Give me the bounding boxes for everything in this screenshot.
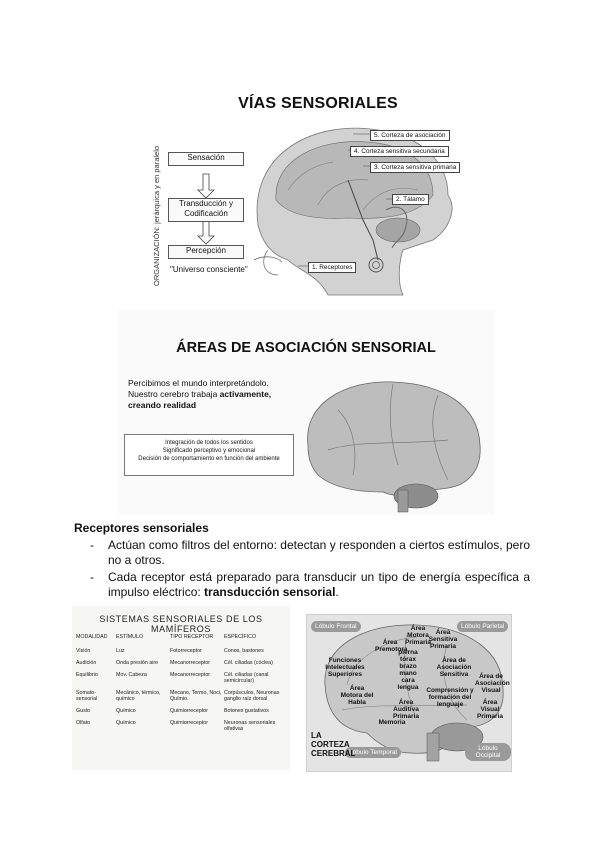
area-label: Área Sensitiva Primaria xyxy=(428,629,458,650)
table-row: Somato-sensorial Mecánico, térmico, químico Mecano, Termo, Noci, Químio. Corpúsculos, Neuronas ganglio raíz dorsal xyxy=(76,690,280,702)
table-row: Gusto Químico Quimiorreceptor Botones gustativos xyxy=(76,708,269,714)
figure-title: ÁREAS DE ASOCIACIÓN SENSORIAL xyxy=(176,340,436,356)
figure-sensory-table xyxy=(72,606,290,770)
label-5: 5. Corteza de asociación xyxy=(370,130,450,141)
label-3: 3. Corteza sensitiva primaria xyxy=(370,162,460,173)
area-label: Funciones Intelectuales Superiores xyxy=(325,657,365,678)
table-row: Equilibrio Mov. Cabeza Mecanorreceptor Cél. ciliadas (canal semicircular) xyxy=(76,672,269,684)
flow-box-sensacion: Sensación xyxy=(168,152,244,166)
table-row: Visión Luz Fotorreceptor Conos, bastones xyxy=(76,648,264,654)
label-4: 4. Corteza sensitiva secundaria xyxy=(350,146,449,157)
area-label: Área Visual Primaria xyxy=(476,699,504,720)
figure-title: VÍAS SENSORIALES xyxy=(238,95,398,112)
lobe-parietal: Lóbulo Parietal xyxy=(457,621,508,632)
area-label: Memoria xyxy=(378,719,406,726)
table-row: Olfato Químico Quimiorreceptor Neuronas sensoriales olfativas xyxy=(76,720,276,732)
text-line: Nuestro cerebro trabaja activamente, xyxy=(128,389,272,399)
area-label: Área Motora del Habla xyxy=(340,685,374,706)
area-label: Área Motora Primaria xyxy=(405,625,432,646)
lobe-frontal: Lóbulo Frontal xyxy=(311,621,361,632)
quote-text: "Universo consciente" xyxy=(170,265,248,274)
list-item: - Cada receptor está preparado para transducir un tipo de energía específica a impulso eléctrico: transducción sensorial. xyxy=(90,570,530,599)
bullet-list xyxy=(74,538,530,600)
list-item: - Actúan como filtros del entorno: detectan y responden a ciertos estímulos, pero no a otros. xyxy=(90,538,530,567)
area-label: Área de Asociación Sensitiva xyxy=(436,657,472,678)
area-label: pierna tórax brazo mano cara lengua xyxy=(397,649,419,691)
figure-corteza-cerebral xyxy=(306,614,512,772)
figure-text xyxy=(128,378,271,411)
area-label: Área Premotora xyxy=(375,639,408,653)
brain-diagram xyxy=(298,370,490,515)
area-label: Comprensión y formación del lenguaje xyxy=(426,687,474,708)
label-1: 1. Receptores xyxy=(308,262,356,273)
table-header-row: MODALIDAD ESTÍMULO TIPO RECEPTOR ESPECÍFICO xyxy=(76,634,257,640)
figure-areas-asociacion xyxy=(118,310,494,515)
figure-vias-sensoriales xyxy=(148,90,488,302)
table-title: SISTEMAS SENSORIALES DE LOS MAMÍFEROS xyxy=(99,614,263,634)
lobe-temporal: Lóbulo Temporal xyxy=(345,747,401,758)
table-row: Audición Onda presión aire Mecanorreceptor Cél. ciliadas (cóclea) xyxy=(76,660,273,666)
flow-box-transduccion: Transducción y Codificación xyxy=(168,198,244,222)
cortex-caption: LA CORTEZA CEREBRAL xyxy=(311,731,356,758)
lobe-occipital: Lóbulo Occipital xyxy=(465,743,511,761)
vertical-label: ORGANIZACIÓN: jerárquica y en paralelo xyxy=(152,145,161,286)
text-line: Percibimos el mundo interpretándolo. xyxy=(128,378,269,388)
text-line: creando realidad xyxy=(128,400,197,410)
flow-box-percepcion: Percepción xyxy=(168,245,244,259)
area-label: Área de Asociación Visual xyxy=(475,673,510,694)
receptores-section xyxy=(74,521,530,602)
section-heading: Receptores sensoriales xyxy=(74,521,209,535)
label-2: 2. Tálamo xyxy=(392,194,429,205)
sensory-systems-table xyxy=(75,632,288,735)
area-label: Área Auditiva Primaria xyxy=(392,699,420,720)
integration-box: Integración de todos los sentidos Significado perceptivo y emocional Decisión de comportamiento en función del ambiente xyxy=(124,434,294,476)
